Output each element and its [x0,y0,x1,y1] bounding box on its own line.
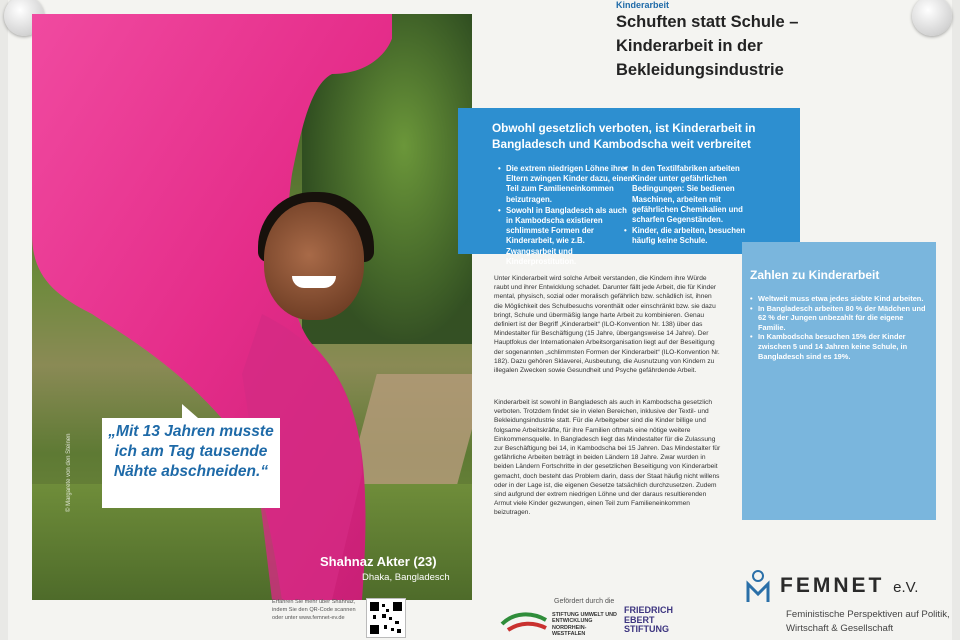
femnet-logo-icon [746,570,770,604]
page-title: Schuften statt Schule – Kinderarbeit in der Bekleidungsindustrie [616,13,799,79]
qr-code[interactable] [366,598,406,638]
body-paragraph: Kinderarbeit ist sowohl in Bangladesch als auch in Kambodscha gesetzlich verboten. Trotzdem findet sie in vielen Bereichen, inklusive der Textil- und Bekleidungsindustrie statt. Für die Arbeitgeber sind die Kinder billige und folgsame Arbeitskräfte, für ihre Familien oftmals eine nötige weitere Einkommensquelle. In Bangladesch liegt das Mindestalter für die Zulassung zur Beschäftigung bei 14, in Kambodscha bei 15 Jahren. Das Mindestalter für gefährliche Arbeiten beträgt in beiden Ländern 18 Jahre. Zwar wurden in beiden Ländern Fortschritte in der gesetzlichen Beseitigung von Kinderarbeit gemacht, doch besteht das Problem darin, dass der Staat häufig nicht willens oder in der Lage ist, die eigenen Gesetze tatsächlich durchzusetzen. Zudem sind aufgrund der extrem niedrigen Löhne und der daraus resultierenden Armut viele Kinder gezwungen, einen Teil zum Familieneinkommen beizutragen. [494,399,721,517]
quote-bubble [102,418,280,508]
stiftung-logo-icon [500,610,550,634]
list-item: • Kinder, die arbeiten, besuchen häufig keine Schule. [624,226,759,246]
info-box-heading: Obwohl gesetzlich verboten, ist Kinderarbeit in Bangladesch und Kambodscha weit verbreitet [492,121,756,151]
femnet-name: FEMNET [780,574,885,597]
photo-credit: © Margarete von den Steinen [66,433,72,512]
info-list-right [624,164,759,248]
femnet-suffix: e.V. [893,579,919,596]
info-box [458,108,800,266]
stats-box [742,242,936,520]
qr-note: Erfahren Sie mehr über Shahnaz, indem Sie den QR-Code scannen oder unter www.femnet-ev.de [272,599,356,621]
stats-list [750,294,932,361]
fes-logo: FRIEDRICH EBERT STIFTUNG [624,605,673,634]
list-item: • Die extrem niedrigen Löhne ihrer Eltern zwingen Kinder dazu, einen Teil zum Familieneinkommen beizutragen. [498,164,633,205]
kicker: Kinderarbeit [616,0,670,10]
list-item: • Sowohl in Bangladesch als auch in Kambodscha existieren schlimmste Formen der Kinderarbeit, wie z.B. Zwangsarbeit und Kinderprostitution. [498,206,633,267]
face [264,202,364,320]
stats-heading: Zahlen zu Kinderarbeit [750,268,880,282]
funded-by: Gefördert durch die [554,598,615,605]
stiftung-name: STIFTUNG UMWELT UND ENTWICKLUNG NORDRHEIN-WESTFALEN [552,612,617,638]
body-paragraph: Unter Kinderarbeit wird solche Arbeit verstanden, die Kindern ihre Würde raubt und ihrer Entwicklung schadet. Darunter fällt jede Arbeit, die für Kinder mental, physisch, sozial oder moralisch gefährlich bzw. schädlich ist, ihnen die Möglichkeit des Schulbesuchs vorenthält oder einschränkt bzw. sie dazu bringt, Schule und übermäßig lange harte Arbeit zu kombinieren. Genau definiert ist der Begriff „Kinderarbeit“ (ILO-Konvention Nr. 138) über das Mindestalter für Beschäftigung (15 Jahre, übergangsweise 14 Jahre). Der Hauptfokus der Internationalen Arbeitsorganisation liegt auf der Beseitigung der sogenannten „schlimmsten Formen der Kinderarbeit“ (ILO-Konvention Nr. 182). Dazu gehören Sklaverei, Ausbeutung, die Ausnutzung von Kindern zu illegalen Zwecken sowie Gesundheit und Psyche gefährdende Arbeit. [494,275,720,375]
femnet-tagline: Feministische Perspektiven auf Politik, Wirtschaft & Gesellschaft [786,609,950,634]
person-place: Dhaka, Bangladesch [362,572,450,583]
list-item: • In den Textilfabriken arbeiten Kinder unter gefährlichen Bedingungen: Sie bedienen Maschinen, arbeiten mit gefährlichen Chemikalien und scharfen Gegenständen. [624,164,759,225]
person-name: Shahnaz Akter (23) [320,554,437,569]
smile [292,276,336,288]
quote-text: „Mit 13 Jahren musste ich am Tag tausende Nähte abschneiden.“ [108,423,274,480]
femnet-wordmark [780,574,918,598]
info-list-left [498,164,633,268]
list-item: • Weltweit muss etwa jedes siebte Kind arbeiten. [750,294,932,304]
portrait-photo [32,14,472,600]
list-item: • In Bangladesch arbeiten 80 % der Mädchen und 62 % der Jungen unbezahlt für die eigene Familie. [750,304,932,333]
list-item: • In Kambodscha besuchen 15% der Kinder zwischen 5 und 14 Jahren keine Schule, in Bangladesch sind es 19%. [750,332,932,361]
